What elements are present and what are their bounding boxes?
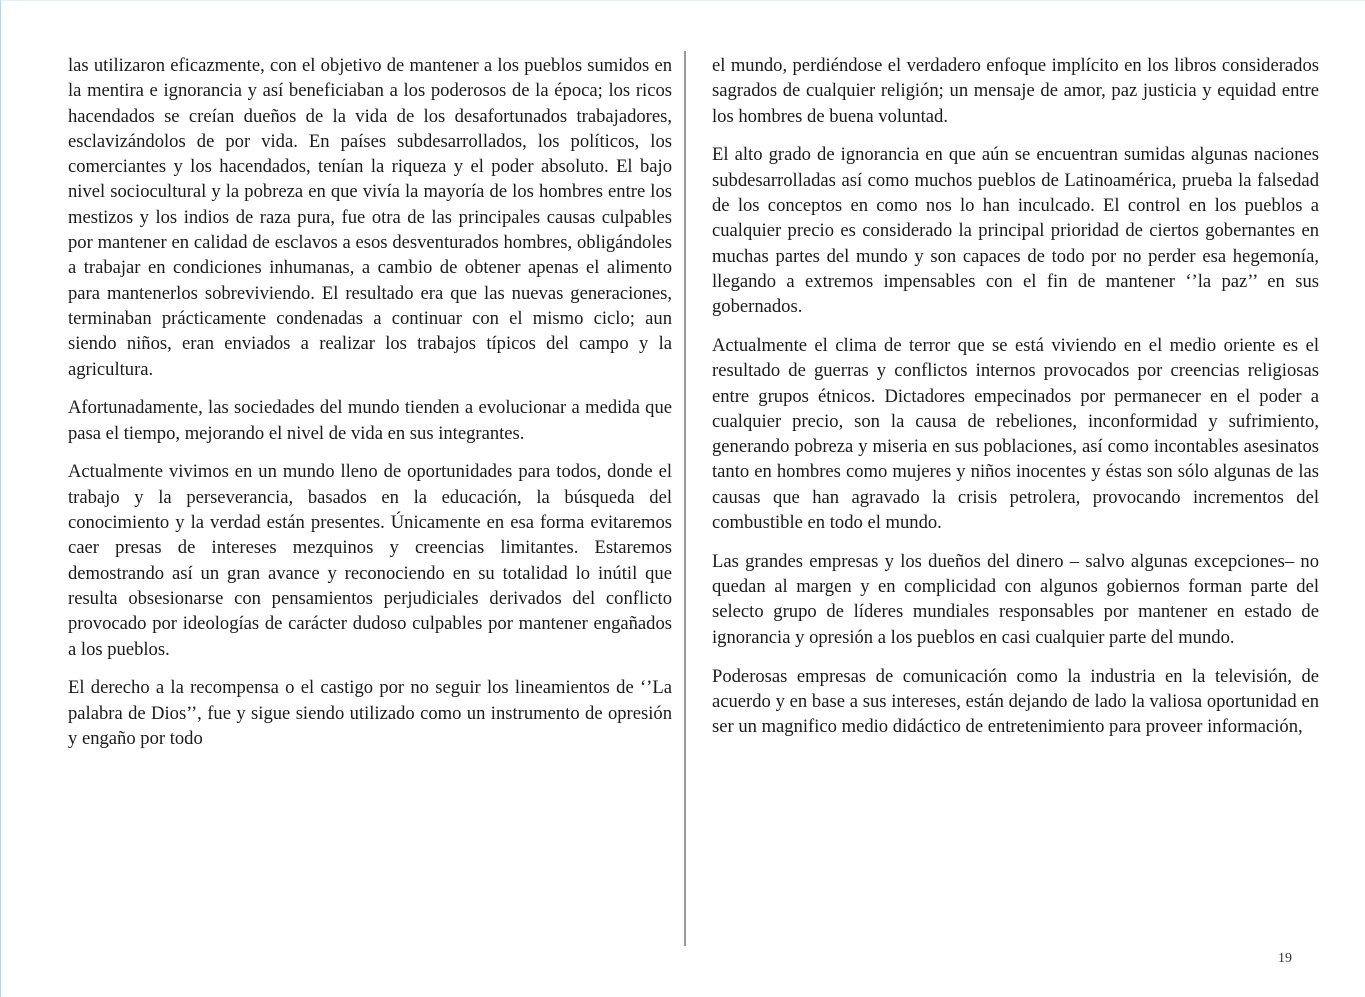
paragraph: Actualmente el clima de terror que se está viviendo en el medio oriente es el resultado de guerras y conflictos internos provocados por creencias religiosas entre grupos étnicos. Dictadores empecinados por permanecer en el poder a cualquier precio, son la causa de rebeliones, inconformidad y sufrimiento, generando pobreza y miseria en sus poblaciones, así como incontables asesinatos tanto en hombres como mujeres y niños inocentes y éstas son sólo algunas de las causas que han agravado la crisis petrolera, provocando incrementos del combustible en todo el mundo.: [712, 334, 1319, 534]
left-text-column: [68, 53, 672, 765]
paragraph: el mundo, perdiéndose el verdadero enfoque implícito en los libros considerados sagrados de cualquier religión; un mensaje de amor, paz justicia y equidad entre los hombres de buena voluntad.: [712, 55, 1319, 127]
paragraph: Afortunadamente, las sociedades del mundo tienden a evolucionar a medida que pasa el tiempo, mejorando el nivel de vida en sus integrantes.: [68, 397, 672, 444]
paragraph: El alto grado de ignorancia en que aún se encuentran sumidas algunas naciones subdesarrolladas así como muchos pueblos de Latinoamérica, prueba la falsedad de los conceptos en como nos lo han inculcado. El control en los pueblos a cualquier precio es considerado la principal prioridad de ciertos gobernantes en muchas partes del mundo y son capaces de todo por no perder esa hegemonía, llegando a extremos impensables con el fin de mantener ‘’la paz’’ en sus gobernados.: [712, 144, 1319, 318]
paragraph: Actualmente vivimos en un mundo lleno de oportunidades para todos, donde el trabajo y la perseverancia, basados en la educación, la búsqueda del conocimiento y la verdad están presentes. Únicamente en esa forma evitaremos caer presas de intereses mezquinos y creencias limitantes. Estaremos demostrando así un gran avance y reconociendo en su totalidad lo inútil que resulta obsesionarse con pensamientos perjudiciales derivados del conflicto provocado por ideologías de carácter dudoso culpables por mantener engañados a los pueblos.: [68, 461, 672, 660]
paragraph: El derecho a la recompensa o el castigo por no seguir los lineamientos de ‘’La palabra de Dios’’, fue y sigue siendo utilizado como un instrumento de opresión y engaño por todo: [68, 677, 672, 749]
page-number: 19: [1278, 951, 1292, 966]
paragraph: las utilizaron eficazmente, con el objetivo de mantener a los pueblos sumidos en la mentira e ignorancia y así beneficiaban a los poderosos de la época; los ricos hacendados se creían dueños de la vida de los desafortunados trabajadores, esclavizándolos de por vida. En países subdesarrollados, los políticos, los comerciantes y los hacendados, tenían la riqueza y el poder absoluto. El bajo nivel sociocultural y la pobreza en que vivía la mayoría de los hombres entre los mestizos y los indios de raza pura, fue otra de las principales causas culpables por mantener en calidad de esclavos a esos desventurados hombres, obligándoles a trabajar en condiciones inhumanas, a cambio de obtener apenas el alimento para mantenerlos sobreviviendo. El resultado era que las nuevas generaciones, terminaban prácticamente condenadas a continuar con el mismo ciclo; aun siendo niños, eran enviados a realizar los trabajos típicos del campo y la agricultura.: [68, 55, 672, 380]
paragraph: Poderosas empresas de comunicación como la industria en la televisión, de acuerdo y en base a sus intereses, están dejando de lado la valiosa oportunidad en ser un magnifico medio didáctico de entretenimiento para proveer información,: [712, 665, 1319, 738]
right-text-column: [712, 53, 1319, 753]
paragraph: Las grandes empresas y los dueños del dinero – salvo algunas excepciones– no quedan al margen y en complicidad con algunos gobiernos forman parte del selecto grupo de líderes mundiales responsables por mantener en estado de ignorancia y opresión a los pueblos en casi cualquier parte del mundo.: [712, 550, 1319, 648]
column-divider: [684, 51, 686, 946]
